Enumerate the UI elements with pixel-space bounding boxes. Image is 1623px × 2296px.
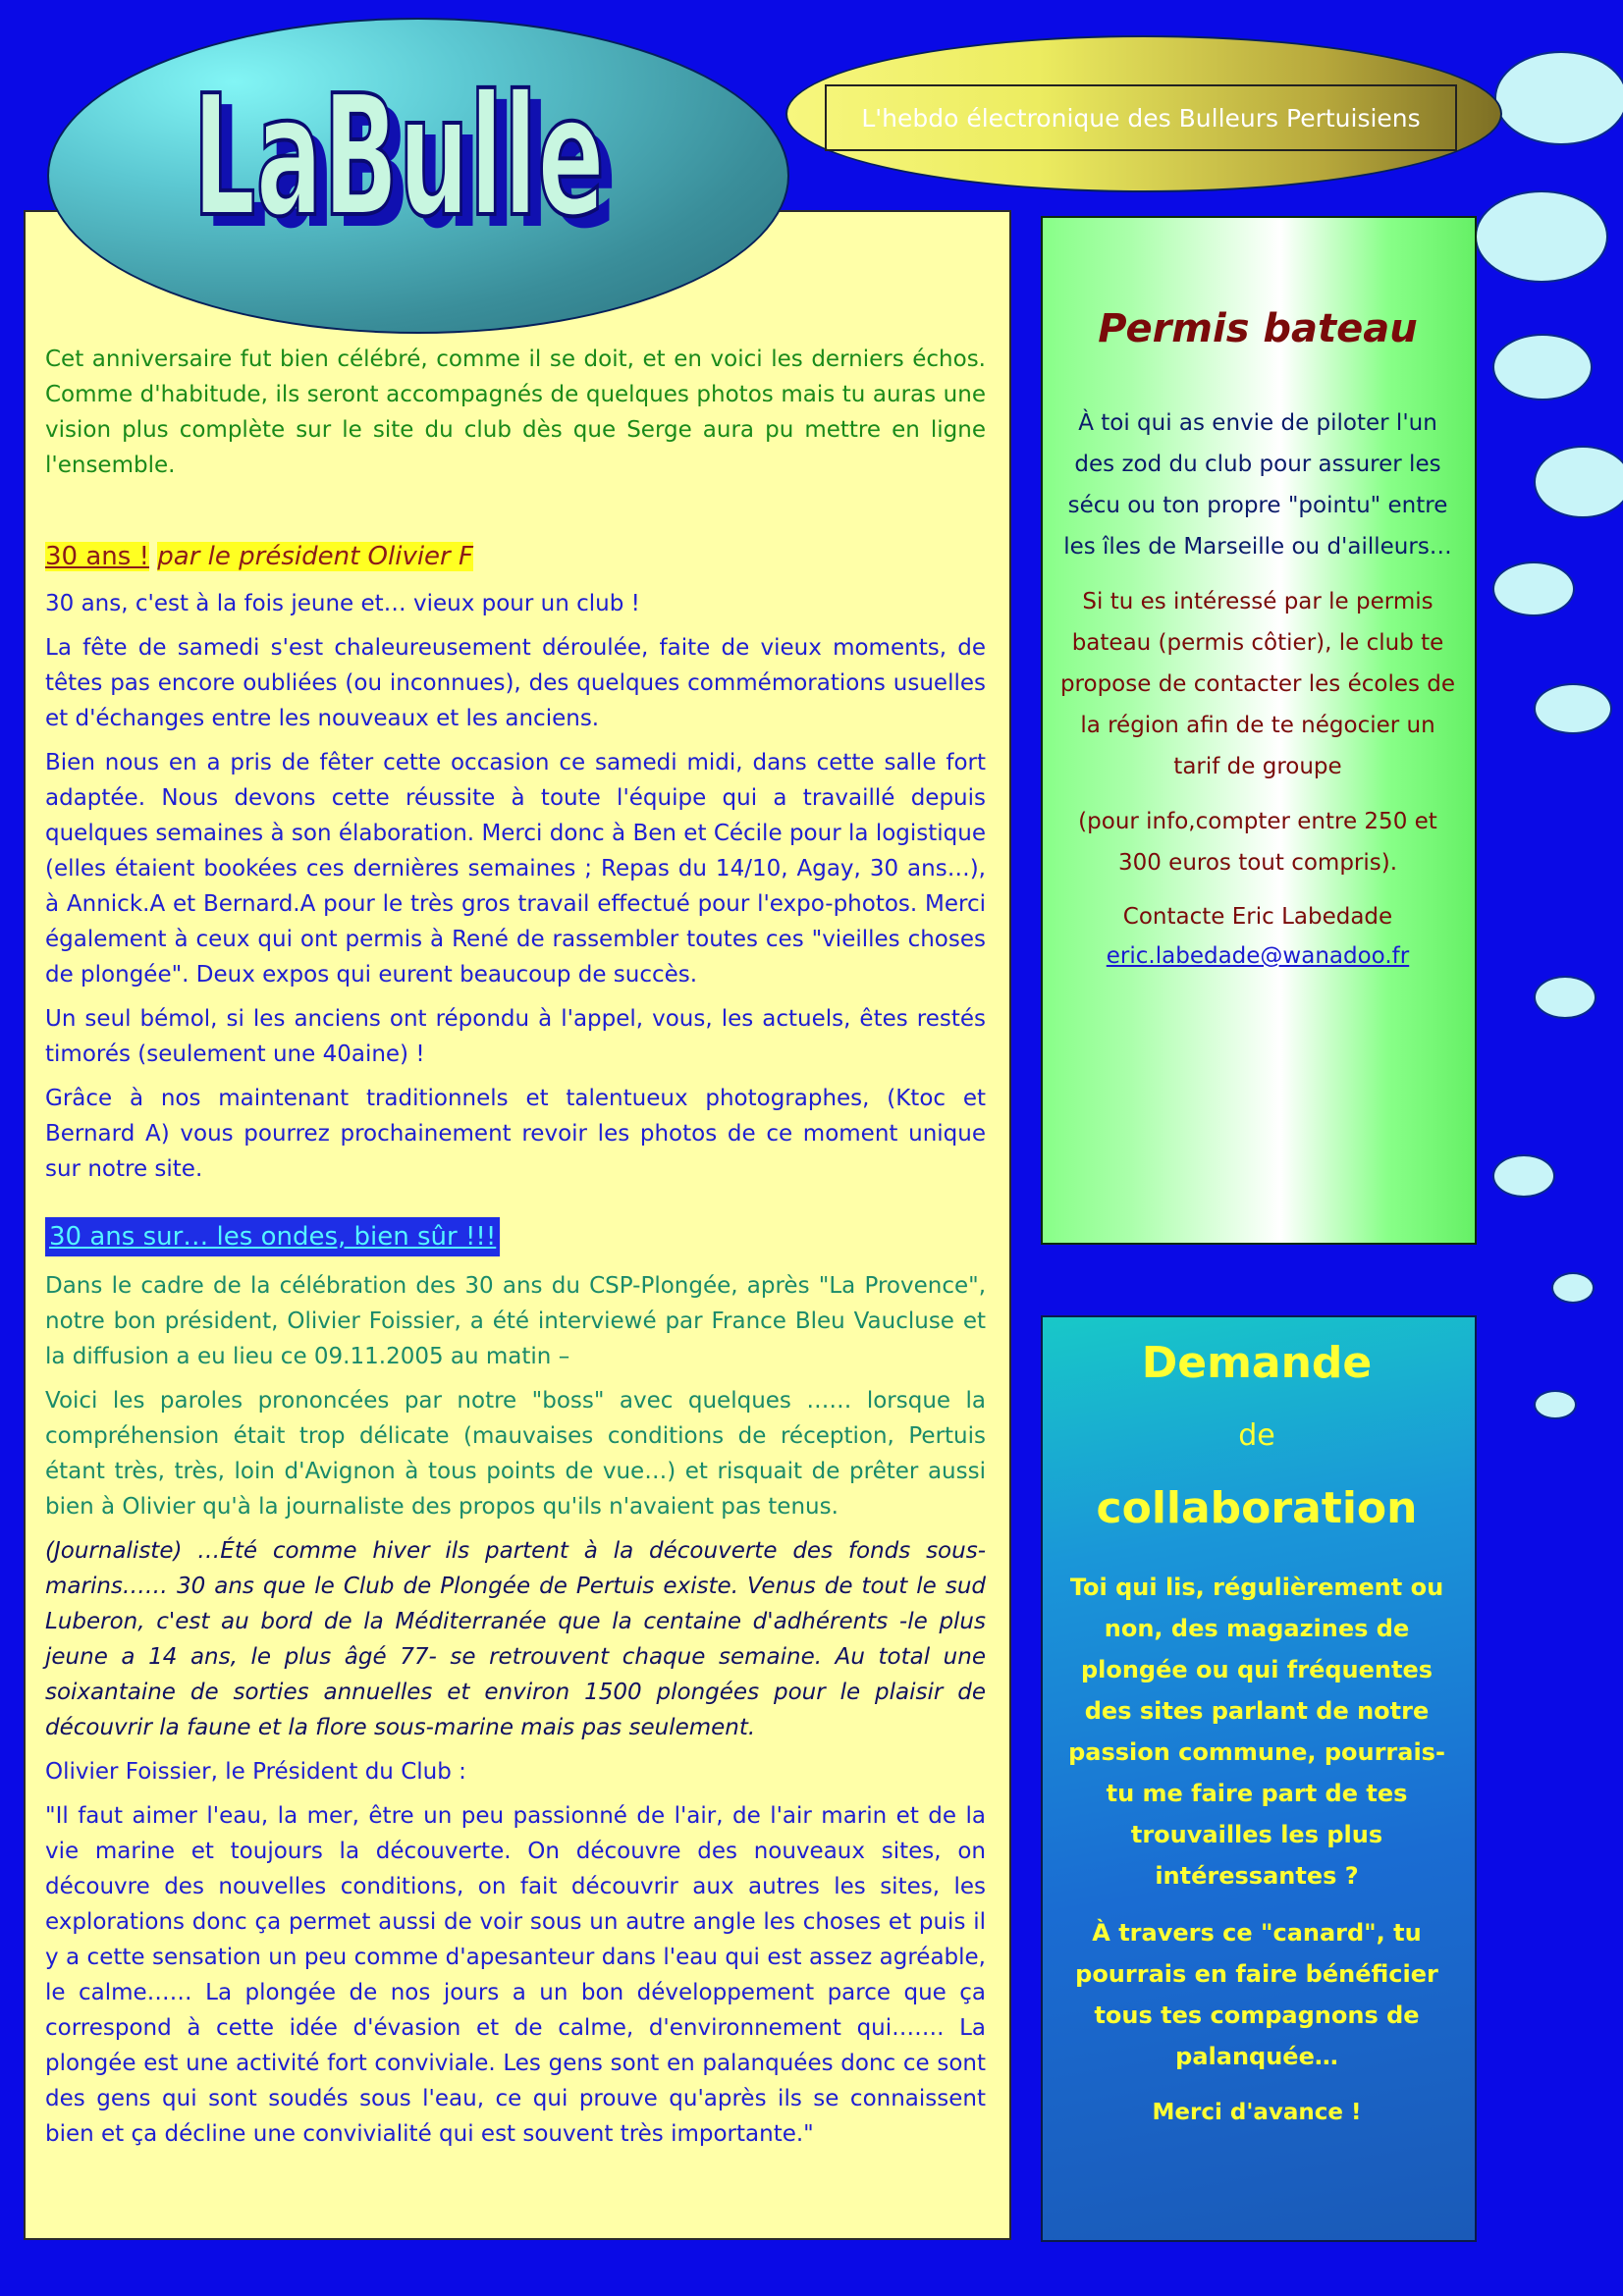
intro-paragraph: Cet anniversaire fut bien célébré, comme il se doit, et en voici les derniers échos. Comme d'habitude, ils seront accompagnés de quelques photos mais tu auras une vision plus complète sur le site du club dès que Serge aura pu mettre en ligne l'ensemble. [45,347,986,478]
article-paragraph: Grâce à nos maintenant traditionnels et talentueux photographes, (Ktoc et Bernard A) vous pourrez prochainement revoir les photos de ce moment unique sur notre site. [45,1086,986,1182]
article-paragraph: Voici les paroles prononcées par notre "boss" avec quelques …… lorsque la compréhension était trop délicate (mauvaises conditions de réception, Pertuis étant très, très, loin d'Avignon à tous points de vue…) et risquait de prêter aussi bien à Olivier qu'à la journaliste des propos qu'ils n'avaient pas tenus. [45,1388,986,1520]
logo [177,29,638,275]
demande-heading-de: de [1238,1418,1275,1453]
article-paragraph: Bien nous en a pris de fêter cette occasion ce samedi midi, dans cette salle fort adaptée. Nous devons cette réussite à toute l'équipe qui a travaillé depuis quelques semaines à son élaboration. Merci donc à Ben et Cécile pour la logistique (elles étaient bookées ces dernières semaines ; Repas du 14/10, Agay, 30 ans…), à Annick.A et Bernard.A pour le très gros travail effectué pour l'expo-photos. Merci également à ceux qui ont permis à René de rassembler toutes ces "vieilles choses de plongée". Deux expos qui eurent beaucoup de succès. [45,750,986,988]
permis-paragraph: Si tu es intéressé par le permis bateau (permis côtier), le club te propose de contacter les écoles de la région afin de te négocier un tarif de groupe [1059,589,1456,779]
speaker-label: Olivier Foissier, le Président du Club : [45,1759,466,1785]
section-title: 30 ans ! [45,542,149,571]
article-paragraph: 30 ans, c'est à la fois jeune et… vieux pour un club ! [45,591,640,616]
bubble [1492,334,1593,400]
president-quote: "Il faut aimer l'eau, la mer, être un peu passionné de l'air, de l'air marin et de la vie marine et toujours la découverte. On découvre des nouveaux sites, on découvre des nouvelles conditions, on fait découvrir aux autres les sites, les explorations donc ça permet aussi de voir sous un autre angle les choses et puis il y a cette sensation un peu comme d'apesanteur dans l'eau qui est assez agréable, le calme…… La plongée de nos jours a un bon développement parce que ça correspond à cette idée d'évasion et de calme, d'environnement qui……. La plongée est une activité fort conviviale. Les gens sont en palanquées donc ce sont des gens qui sont soudés sous l'eau, ce qui prouve qu'après ils se connaissent bien et ça décline une convivialité qui est souvent très importante." [45,1803,986,2147]
demande-content [1060,1329,1453,2132]
logo-title: LaBulle [192,60,605,254]
section-heading-30ans [45,539,986,574]
permis-paragraph: (pour info,compter entre 250 et 300 euros tout compris). [1078,809,1437,876]
article-paragraph: Un seul bémol, si les anciens ont répondu à l'appel, vous, les actuels, êtes restés timorés (seulement une 40aine) ! [45,1006,986,1067]
demande-heading-collab: collaboration [1096,1483,1418,1533]
article-content [45,342,986,2161]
tagline: L'hebdo électronique des Bulleurs Pertuisiens [825,84,1457,151]
logo-shadow: LaBulle [204,72,617,266]
bubble [1492,1154,1555,1198]
demande-thanks: Merci d'avance ! [1152,2100,1362,2125]
email-link[interactable]: eric.labedade@wanadoo.fr [1106,943,1410,969]
demande-paragraph: À travers ce "canard", tu pourrais en faire bénéficier tous tes compagnons de palanquée… [1075,1919,1438,2070]
section-heading-ondes: 30 ans sur… les ondes, bien sûr !!! [45,1217,500,1256]
section-byline: par le président Olivier F [157,542,473,571]
bubble [1534,683,1612,734]
article-paragraph: La fête de samedi s'est chaleureusement déroulée, faite de vieux moments, de têtes pas encore oubliées (ou inconnues), des quelques commémorations usuelles et d'échanges entre les nouveaux et les anciens. [45,635,986,731]
bubble [1534,1390,1577,1419]
bubble [1534,446,1623,518]
bubble [1494,51,1623,145]
demande-paragraph: Toi qui lis, régulièrement ou non, des magazines de plongée ou qui fréquentes des sites parlant de notre passion commune, pourrais-tu me faire part de tes trouvailles les plus intéressantes ? [1068,1574,1445,1890]
bubble [1475,190,1608,283]
journalist-quote: (Journaliste) …Été comme hiver ils partent à la découverte des fonds sous-marins…… 30 ans que le Club de Plongée de Pertuis existe. Venus de tout le sud Luberon, c'est au bord de la Méditerranée que la centaine d'adhérents -le plus jeune a 14 ans, le plus âgé 77- se retrouvent chaque semaine. Au total une soixantaine de sorties annuelles et environ 1500 plongées pour le plaisir de découvrir la faune et la flore sous-marine mais pas seulement. [45,1538,986,1740]
bubble [1534,976,1596,1019]
bubble [1492,561,1575,616]
permis-contact: Contacte Eric Labedade [1122,904,1393,930]
article-paragraph: Dans le cadre de la célébration des 30 ans du CSP-Plongée, après "La Provence", notre bon président, Olivier Foissier, a été interviewé par France Bleu Vaucluse et la diffusion a eu lieu ce 09.11.2005 au matin – [45,1273,986,1369]
permis-content [1056,304,1459,976]
permis-title: Permis bateau [1098,306,1418,351]
permis-paragraph: À toi qui as envie de piloter l'un des zod du club pour assurer les sécu ou ton propre "pointu" entre les îles de Marseille ou d'ailleurs… [1063,410,1452,560]
bubble [1551,1272,1595,1304]
demande-heading: Demande [1141,1338,1373,1388]
